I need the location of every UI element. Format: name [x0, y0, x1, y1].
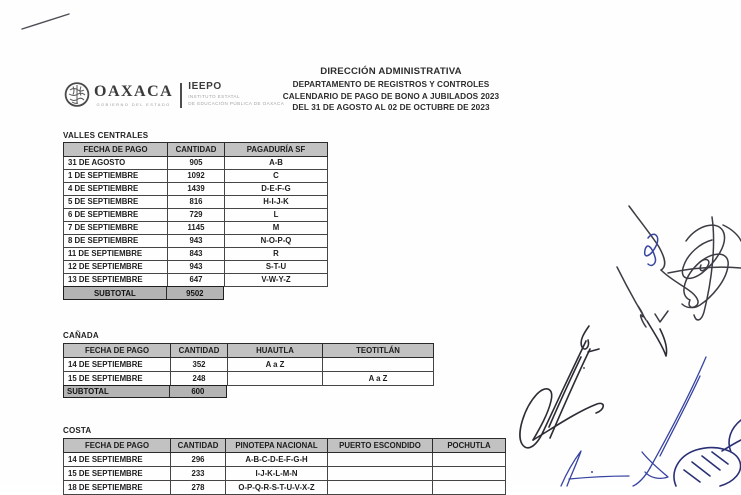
table-cell: D-E-F-G [225, 183, 328, 196]
table-cell [433, 481, 506, 495]
table-cell: 8 DE SEPTIEMBRE [64, 235, 168, 248]
table-cell: A a Z [228, 358, 323, 372]
table-cell: 11 DE SEPTIEMBRE [64, 248, 168, 261]
table-cell: 1 DE SEPTIEMBRE [64, 170, 168, 183]
table-cell: H-I-J-K [225, 196, 328, 209]
table-costa [63, 438, 506, 495]
table-row [64, 170, 328, 183]
table-row [64, 481, 506, 495]
table-row [64, 453, 506, 467]
table-cell: A a Z [323, 372, 434, 386]
table-cell: 31 DE AGOSTO [64, 157, 168, 170]
logo-divider [180, 83, 182, 108]
table-cell [323, 358, 434, 372]
table-cell: 14 DE SEPTIEMBRE [64, 453, 171, 467]
subtotal-value: 9502 [186, 288, 204, 298]
column-header: HUAUTLA [228, 344, 323, 358]
table-cell: 905 [168, 157, 225, 170]
table-cell: 278 [171, 481, 226, 495]
table-cell: 13 DE SEPTIEMBRE [64, 274, 168, 287]
column-header: PINOTEPA NACIONAL [226, 439, 328, 453]
table-row [64, 235, 328, 248]
table-cell: 18 DE SEPTIEMBRE [64, 481, 171, 495]
subtotal-label: SUBTOTAL [64, 287, 167, 299]
table-cell: 1145 [168, 222, 225, 235]
table-cell: A-B-C-D-E-F-G-H [226, 453, 328, 467]
table-cell: 352 [171, 358, 228, 372]
table-cell: 729 [168, 209, 225, 222]
table-header-row [64, 439, 506, 453]
table-cell: 647 [168, 274, 225, 287]
table-row [64, 222, 328, 235]
table-cell: 1092 [168, 170, 225, 183]
table-header-row [64, 143, 328, 157]
table-cell: 4 DE SEPTIEMBRE [64, 183, 168, 196]
subtotal-value: 600 [191, 387, 205, 396]
table-row [64, 274, 328, 287]
table-cell: R [225, 248, 328, 261]
signature-blue-cross [561, 451, 629, 486]
table-row [64, 372, 434, 386]
signature-blue-scribble [645, 234, 658, 265]
signature-bottom-center [520, 321, 667, 448]
column-header: CANTIDAD [171, 344, 228, 358]
table-cell: V-W-Y-Z [225, 274, 328, 287]
table-cell [328, 481, 433, 495]
region-label-costa: COSTA [63, 426, 92, 435]
column-header: TEOTITLÁN [323, 344, 434, 358]
column-header: CANTIDAD [171, 439, 226, 453]
header-line-2: DEPARTAMENTO DE REGISTROS Y CONTROLES [292, 80, 490, 89]
table-cell: 248 [171, 372, 228, 386]
table-cell: 843 [168, 248, 225, 261]
table-row [64, 248, 328, 261]
table-header-row [64, 344, 434, 358]
document-header [255, 66, 527, 115]
column-header: PAGADURÍA SF [225, 143, 328, 157]
table-row [64, 467, 506, 481]
column-header: POCHUTLA [433, 439, 506, 453]
table-cell: C [225, 170, 328, 183]
org-line1: INSTITUTO ESTATAL [188, 94, 240, 99]
subtotal-row-valles-centrales [63, 286, 224, 300]
column-header: PUERTO ESCONDIDO [328, 439, 433, 453]
table-cell: 816 [168, 196, 225, 209]
table-cell: M [225, 222, 328, 235]
table-cell: 1439 [168, 183, 225, 196]
org-line2: DE EDUCACIÓN PÚBLICA DE OAXACA [188, 101, 285, 106]
state-subtitle: GOBIERNO DEL ESTADO [96, 102, 171, 107]
table-cell: 6 DE SEPTIEMBRE [64, 209, 168, 222]
header-line-3: CALENDARIO DE PAGO DE BONO A JUBILADOS 2023 [282, 91, 500, 101]
signature-top-left-stroke [22, 14, 69, 29]
header-line-4: DEL 31 DE AGOSTO AL 02 DE OCTUBRE DE 2023 [292, 103, 490, 112]
column-header: CANTIDAD [168, 143, 225, 157]
region-label-valles-centrales: VALLES CENTRALES [63, 131, 149, 140]
table-cell [228, 372, 323, 386]
table-cell: 7 DE SEPTIEMBRE [64, 222, 168, 235]
table-cell: 5 DE SEPTIEMBRE [64, 196, 168, 209]
signature-bottom-right-oval [674, 420, 741, 486]
table-cell: 15 DE SEPTIEMBRE [64, 467, 171, 481]
column-header: FECHA DE PAGO [64, 344, 171, 358]
table-cell: L [225, 209, 328, 222]
table-cell: I-J-K-L-M-N [226, 467, 328, 481]
subtotal-label: SUBTOTAL [64, 386, 170, 397]
table-row [64, 209, 328, 222]
table-row [64, 358, 434, 372]
table-cell: 296 [171, 453, 226, 467]
header-line-1: DIRECCIÓN ADMINISTRATIVA [320, 66, 462, 77]
column-header: FECHA DE PAGO [64, 439, 171, 453]
oaxaca-state-seal-icon [64, 81, 90, 108]
table-cell: 14 DE SEPTIEMBRE [64, 358, 171, 372]
table-cell: 12 DE SEPTIEMBRE [64, 261, 168, 274]
table-row [64, 157, 328, 170]
table-row [64, 261, 328, 274]
table-cell [328, 467, 433, 481]
signature-right-middle [617, 206, 741, 327]
table-canada [63, 343, 434, 386]
column-header: FECHA DE PAGO [64, 143, 168, 157]
table-cell: N-O-P-Q [225, 235, 328, 248]
table-cell: O-P-Q-R-S-T-U-V-X-Z [226, 481, 328, 495]
table-cell [433, 453, 506, 467]
table-row [64, 183, 328, 196]
table-cell: A-B [225, 157, 328, 170]
table-cell: S-T-U [225, 261, 328, 274]
org-acronym: IEEPO [188, 81, 222, 92]
signature-blue-diagonal [633, 357, 706, 486]
table-row [64, 196, 328, 209]
table-cell: 943 [168, 261, 225, 274]
table-cell: 233 [171, 467, 226, 481]
region-label-canada: CAÑADA [63, 331, 99, 340]
table-cell [328, 453, 433, 467]
state-name: OAXACA [94, 83, 174, 100]
subtotal-row-canada [63, 385, 227, 398]
table-valles-centrales [63, 142, 328, 287]
table-cell: 943 [168, 235, 225, 248]
institution-logo [64, 80, 284, 108]
table-cell: 15 DE SEPTIEMBRE [64, 372, 171, 386]
table-cell [433, 467, 506, 481]
